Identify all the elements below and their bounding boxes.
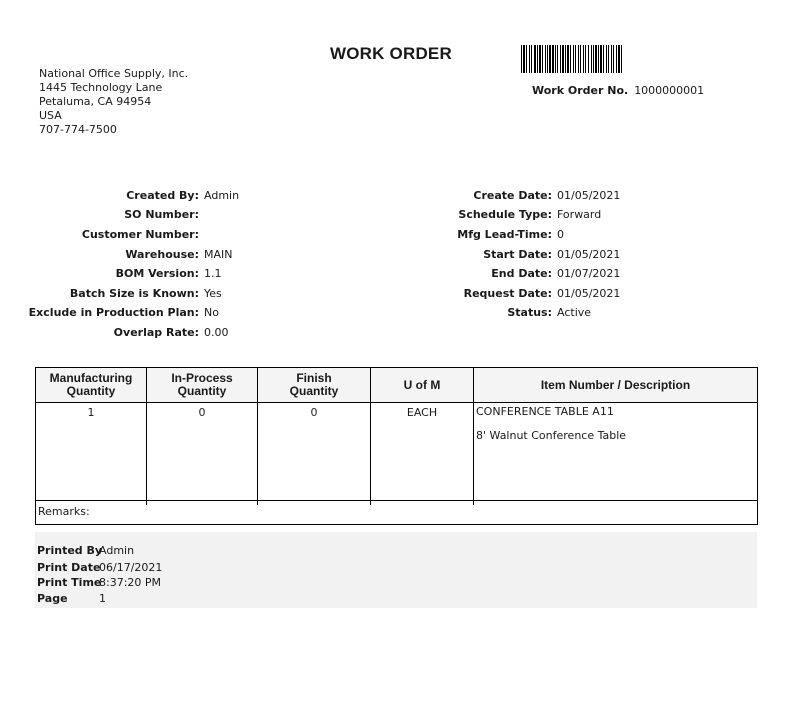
- col-header-inprocess-qty: In-Process Quantity: [147, 368, 258, 403]
- print-time-value: 8:37:20 PM: [99, 576, 162, 589]
- field-label: Request Date:: [463, 287, 552, 300]
- field-end-date: [0, 267, 621, 283]
- cell-uom: EACH: [371, 403, 474, 506]
- field-label: Exclude in Production Plan:: [28, 306, 199, 319]
- field-request-date: [0, 287, 621, 303]
- field-value: Admin: [204, 189, 240, 202]
- remarks-box: [35, 500, 758, 525]
- field-label: Warehouse:: [125, 248, 199, 261]
- field-label: Mfg Lead-Time:: [457, 228, 552, 241]
- company-name: National Office Supply, Inc.: [39, 67, 189, 80]
- field-overlap-rate: [0, 326, 229, 342]
- field-label: Customer Number:: [81, 228, 199, 241]
- col-header-finish-qty: Finish Quantity: [258, 368, 371, 403]
- field-value: 0: [557, 228, 564, 241]
- cell-manufacturing-qty: 1: [36, 403, 147, 506]
- field-value: 01/05/2021: [557, 248, 621, 261]
- barcode-image: [521, 45, 689, 73]
- field-label: Status:: [507, 306, 552, 319]
- remarks-label: Remarks:: [38, 505, 90, 518]
- field-label: Created By:: [126, 189, 199, 202]
- field-create-date: [0, 189, 621, 205]
- items-table: [35, 367, 758, 505]
- field-value: No: [204, 306, 219, 319]
- print-time-label: Print Time: [37, 576, 102, 589]
- field-label: Batch Size is Known:: [69, 287, 199, 300]
- field-value: Yes: [204, 287, 222, 300]
- company-phone: 707-774-7500: [39, 123, 117, 136]
- field-schedule-type: [0, 208, 602, 224]
- work-order-number: [532, 84, 704, 97]
- printed-by-row: [37, 544, 134, 557]
- company-address-block: [39, 67, 188, 137]
- field-label: SO Number:: [124, 208, 199, 221]
- table-header-row: [36, 368, 758, 403]
- cell-inprocess-qty: 0: [147, 403, 258, 506]
- field-value: 01/07/2021: [557, 267, 621, 280]
- company-address-line2: Petaluma, CA 94954: [39, 95, 152, 108]
- col-header-uom: U of M: [371, 368, 474, 403]
- field-label: Start Date:: [483, 248, 552, 261]
- print-date-row: [37, 561, 162, 574]
- field-start-date: [0, 248, 621, 264]
- field-label: BOM Version:: [115, 267, 199, 280]
- field-label: End Date:: [491, 267, 552, 280]
- field-value: 01/05/2021: [557, 287, 621, 300]
- printed-by-label: Printed By: [37, 544, 103, 557]
- field-label: Schedule Type:: [458, 208, 552, 221]
- field-value: 01/05/2021: [557, 189, 621, 202]
- print-date-label: Print Date: [37, 561, 101, 574]
- table-row: [36, 403, 758, 506]
- print-footer: [35, 532, 757, 608]
- cell-finish-qty: 0: [258, 403, 371, 506]
- field-label: Create Date:: [473, 189, 552, 202]
- field-status: [0, 306, 592, 322]
- item-description: 8' Walnut Conference Table: [476, 429, 627, 442]
- field-value: 1.1: [204, 267, 222, 280]
- field-label: Overlap Rate:: [113, 326, 199, 339]
- print-date-value: 06/17/2021: [99, 561, 163, 574]
- col-header-manufacturing-qty: Manufacturing Quantity: [36, 368, 147, 403]
- cell-item-description: [474, 403, 758, 506]
- work-order-number-label: Work Order No.: [532, 84, 629, 97]
- page-label: Page: [37, 592, 68, 605]
- field-mfg-lead-time: [0, 228, 564, 244]
- item-number: CONFERENCE TABLE A11: [476, 405, 614, 418]
- col-header-item-description: Item Number / Description: [474, 368, 758, 403]
- field-value: MAIN: [204, 248, 233, 261]
- page-row: [37, 592, 106, 605]
- field-value: Active: [557, 306, 592, 319]
- field-value: 0.00: [204, 326, 229, 339]
- company-address-line1: 1445 Technology Lane: [39, 81, 163, 94]
- print-time-row: [37, 576, 161, 589]
- page-value: 1: [99, 592, 106, 605]
- document-title: WORK ORDER: [330, 44, 452, 63]
- work-order-number-value: 1000000001: [634, 84, 705, 97]
- company-country: USA: [39, 109, 62, 122]
- printed-by-value: Admin: [99, 544, 135, 557]
- field-value: Forward: [557, 208, 602, 221]
